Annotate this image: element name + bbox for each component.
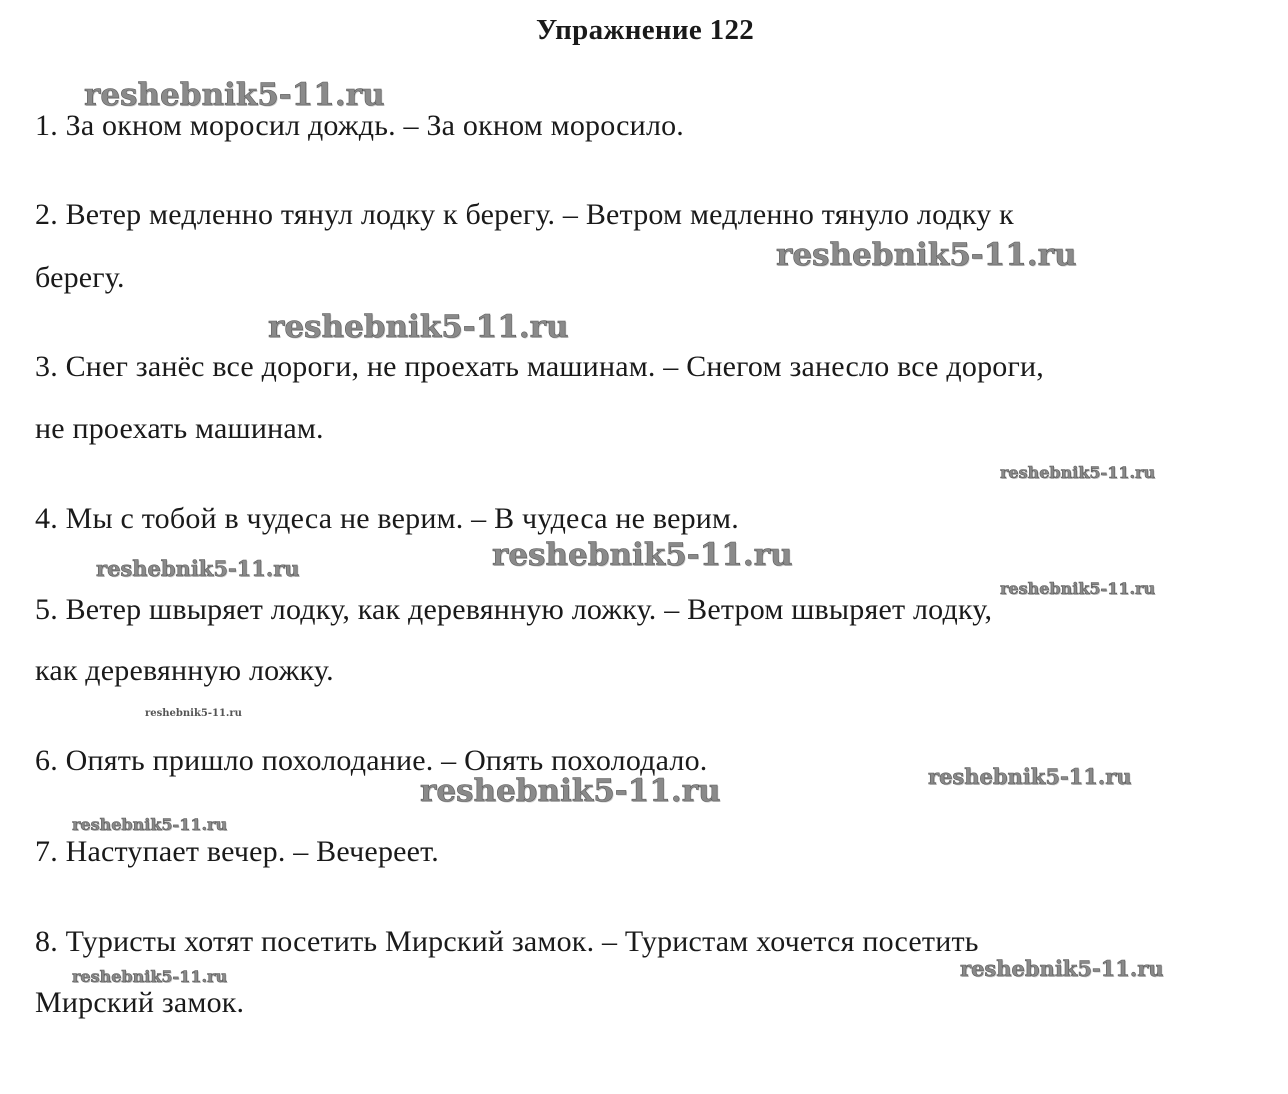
watermark: reshebnik5-11.ru: [96, 556, 300, 581]
answer-line-8: 8. Туристы хотят посетить Мирский замок. – Туристам хочется посетить: [35, 925, 979, 958]
answer-line-5: 5. Ветер швыряет лодку, как деревянную ложку. – Ветром швыряет лодку,: [35, 593, 993, 626]
answer-line-5-cont: как деревянную ложку.: [35, 654, 334, 687]
answer-line-4: 4. Мы с тобой в чудеса не верим. – В чудеса не верим.: [35, 502, 739, 535]
watermark: reshebnik5-11.ru: [1000, 463, 1156, 482]
answer-line-8-cont: Мирский замок.: [35, 986, 245, 1019]
watermark: reshebnik5-11.ru: [776, 237, 1077, 273]
watermark: reshebnik5-11.ru: [72, 967, 228, 986]
watermark: reshebnik5-11.ru: [145, 708, 242, 719]
answer-line-7: 7. Наступает вечер. – Вечереет.: [35, 835, 439, 868]
watermark: reshebnik5-11.ru: [928, 764, 1132, 789]
answer-line-3-cont: не проехать машинам.: [35, 412, 324, 445]
answer-line-2: 2. Ветер медленно тянул лодку к берегу. – Ветром медленно тянуло лодку к: [35, 198, 1014, 231]
watermark: reshebnik5-11.ru: [72, 815, 228, 834]
watermark: reshebnik5-11.ru: [420, 773, 721, 809]
answer-line-1: 1. За окном моросил дождь. – За окном моросило.: [35, 109, 685, 142]
answer-line-6: 6. Опять пришло похолодание. – Опять похолодало.: [35, 744, 708, 777]
watermark: reshebnik5-11.ru: [492, 537, 793, 573]
answer-line-2-cont: берегу.: [35, 261, 125, 294]
watermark: reshebnik5-11.ru: [268, 309, 569, 345]
answer-line-3: 3. Снег занёс все дороги, не проехать машинам. – Снегом занесло все дороги,: [35, 350, 1044, 383]
watermark: reshebnik5-11.ru: [1000, 579, 1156, 598]
exercise-title: Упражнение 122: [535, 14, 755, 46]
watermark: reshebnik5-11.ru: [84, 77, 385, 113]
watermark: reshebnik5-11.ru: [960, 956, 1164, 981]
